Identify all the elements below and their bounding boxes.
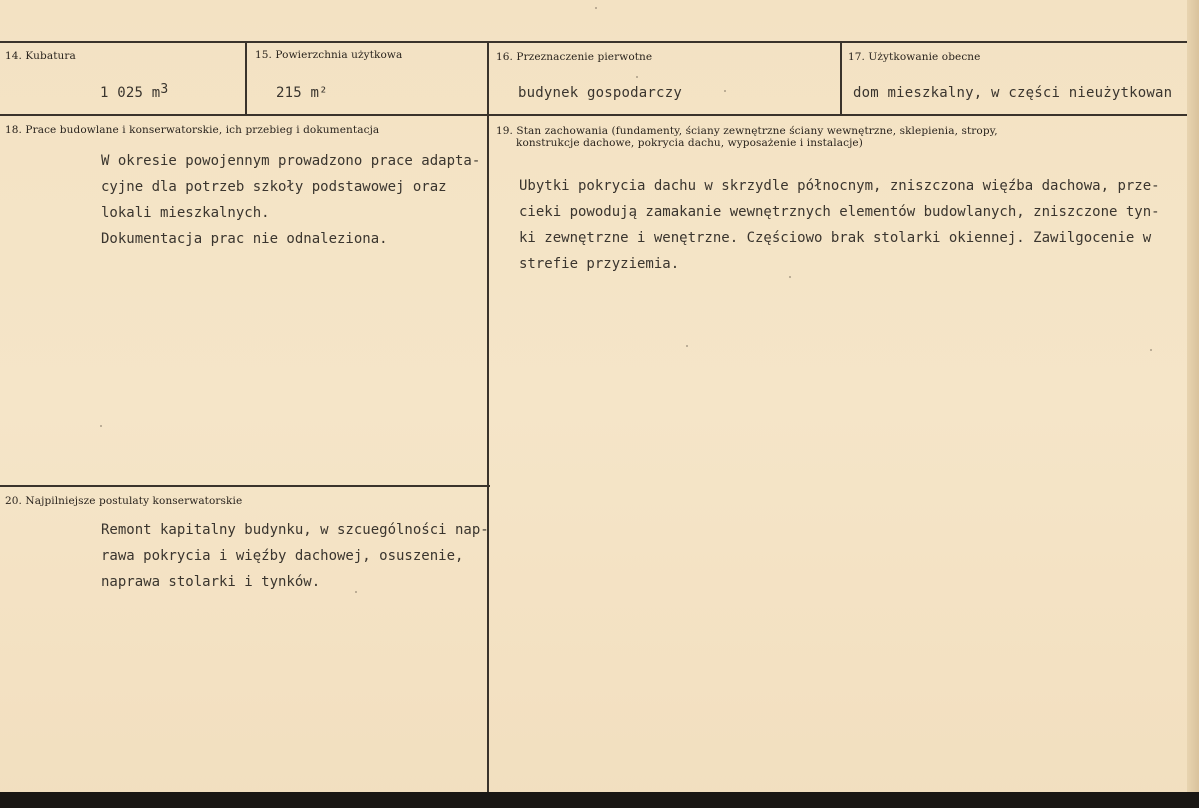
paper-speck (686, 345, 688, 347)
field-16-value: budynek gospodarczy (518, 85, 682, 101)
kubatura-exponent: 3 (160, 82, 169, 97)
paper-speck (100, 425, 102, 427)
field-20-line: naprawa stolarki i tynków. (101, 574, 321, 590)
field-18-line: W okresie powojennym prowadzono prace adapta- (101, 153, 481, 169)
field-20-line: Remont kapitalny budynku, w szcuególności nap- (101, 522, 489, 538)
field-14-label: 14. Kubatura (5, 50, 76, 62)
field-20-label: 20. Najpilniejsze postulaty konserwatorskie (5, 495, 243, 507)
field-18-line: lokali mieszkalnych. (101, 205, 270, 221)
divider-15-16 (487, 42, 489, 792)
field-19-label-line1: 19. Stan zachowania (fundamenty, ściany zewnętrzne ściany wewnętrzne, sklepienia, stropy, (496, 125, 998, 137)
paper-speck (355, 591, 357, 593)
field-18-line: Dokumentacja prac nie odnaleziona. (101, 231, 388, 247)
card-edge (1187, 0, 1199, 808)
field-17-value: dom mieszkalny, w części nieużytkowan (853, 85, 1173, 101)
field-19-line: cieki powodują zamakanie wewnętrznych elementów budowlanych, zniszczone tyn- (519, 204, 1160, 220)
field-15-label: 15. Powierzchnia użytkowa (255, 49, 403, 61)
scan-border (0, 792, 1199, 808)
divider-16-17 (840, 42, 842, 115)
field-17-label: 17. Użytkowanie obecne (848, 51, 981, 63)
field-19-label-line2: konstrukcje dachowe, pokrycia dachu, wyposażenie i instalacje) (516, 137, 863, 149)
field-16-label: 16. Przeznaczenie pierwotne (496, 51, 653, 63)
divider-14-15 (245, 42, 247, 115)
top-rule (0, 41, 1187, 43)
row1-bottom-rule (0, 114, 1187, 116)
field-18-text (101, 148, 480, 252)
paper-speck (1150, 349, 1152, 351)
field-20-text (101, 517, 489, 595)
field-18-label: 18. Prace budowlane i konserwatorskie, ich przebieg i dokumentacja (5, 124, 380, 136)
field-14-value (100, 82, 169, 101)
field-19-line: ki zewnętrzne i wenętrzne. Częściowo brak stolarki okiennej. Zawilgocenie w (519, 230, 1152, 246)
field-18-line: cyjne dla potrzeb szkoły podstawowej oraz (101, 179, 447, 195)
field-19-text (519, 173, 1160, 277)
field-15-value: 215 m² (276, 85, 328, 101)
paper-speck (789, 276, 791, 278)
field-19-line: strefie przyziemia. (519, 256, 680, 272)
paper-speck (724, 90, 726, 92)
field-19-line: Ubytki pokrycia dachu w skrzydle północnym, zniszczona więźba dachowa, prze- (519, 178, 1160, 194)
paper-speck (595, 7, 597, 9)
kubatura-number: 1 025 m (100, 85, 161, 101)
section20-top-rule (0, 485, 490, 487)
paper-speck (636, 76, 638, 78)
field-20-line: rawa pokrycia i więźby dachowej, osuszenie, (101, 548, 464, 564)
